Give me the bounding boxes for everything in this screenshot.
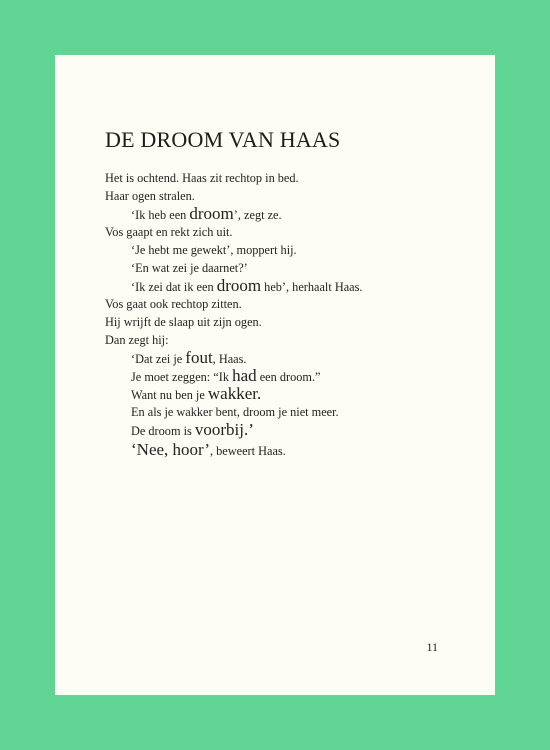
text-segment: ‘Je hebt me gewekt’, moppert hij.: [131, 243, 297, 257]
text-segment: Vos gaapt en rekt zich uit.: [105, 225, 233, 239]
text-line: [105, 277, 465, 295]
text-line: [105, 223, 465, 241]
page-number: 11: [426, 640, 438, 654]
text-line: [105, 169, 465, 187]
text-line: [105, 331, 465, 349]
text-segment: En als je wakker bent, droom je niet meer.: [131, 405, 339, 419]
text-segment: ’, zegt ze.: [233, 208, 282, 222]
text-line: [105, 439, 465, 460]
emphasized-word: fout: [185, 348, 213, 367]
text-line: [105, 313, 465, 331]
text-segment: ‘Ik heb een: [131, 208, 190, 222]
text-line: [105, 421, 465, 439]
text-segment: , beweert Haas.: [209, 444, 286, 458]
text-segment: , Haas.: [212, 352, 247, 366]
emphasized-word: voorbij.’: [194, 420, 254, 439]
text-line: [105, 241, 465, 259]
text-line: [105, 385, 465, 403]
text-segment: Haar ogen stralen.: [105, 189, 195, 203]
text-line: [105, 187, 465, 205]
text-line: [105, 205, 465, 223]
text-segment: ‘En wat zei je daarnet?’: [131, 261, 248, 275]
text-segment: Je moet zeggen: “Ik: [131, 370, 233, 384]
text-segment: ‘Ik zei dat ik een: [131, 280, 217, 294]
text-segment: een droom.”: [256, 370, 321, 384]
text-line: [105, 295, 465, 313]
text-segment: Het is ochtend. Haas zit rechtop in bed.: [105, 171, 299, 185]
text-line: [105, 403, 465, 421]
text-segment: Hij wrijft de slaap uit zijn ogen.: [105, 315, 262, 329]
emphasized-word: ‘Nee, hoor’: [131, 440, 210, 459]
text-segment: Vos gaat ook rechtop zitten.: [105, 297, 242, 311]
emphasized-word: had: [232, 366, 257, 385]
text-segment: Dan zegt hij:: [105, 333, 169, 347]
emphasized-word: droom: [216, 276, 262, 295]
text-segment: Want nu ben je: [131, 388, 208, 402]
text-segment: ‘Dat zei je: [131, 352, 186, 366]
story-title: DE DROOM VAN HAAS: [105, 127, 341, 152]
emphasized-word: wakker.: [207, 384, 262, 403]
text-line: [105, 259, 465, 277]
text-line: [105, 367, 465, 385]
text-segment: heb’, herhaalt Haas.: [261, 280, 363, 294]
story-text: [105, 169, 465, 460]
book-page: [55, 55, 495, 695]
text-line: [105, 349, 465, 367]
emphasized-word: droom: [189, 204, 234, 223]
text-segment: De droom is: [131, 424, 195, 438]
